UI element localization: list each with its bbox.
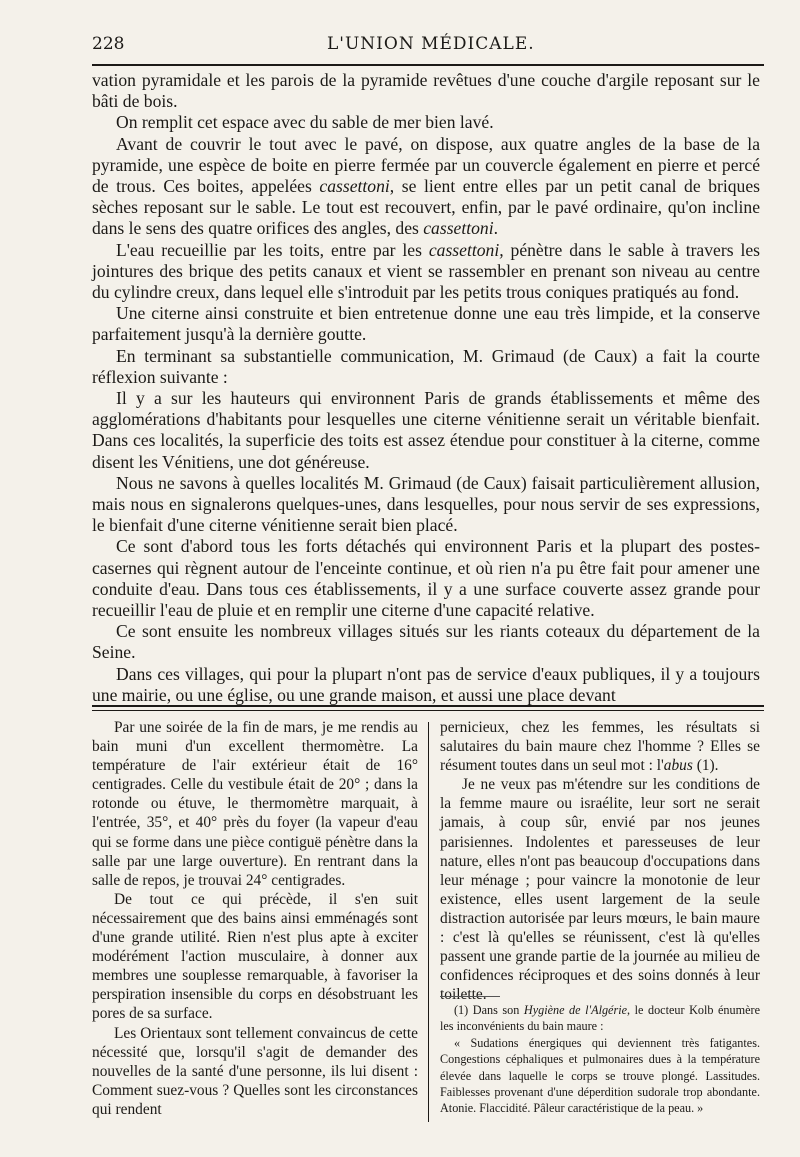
italic-term: cassettoni (423, 218, 494, 239)
paragraph: vation pyramidale et les parois de la pyramide revêtues d'une couche d'argile reposant sur le bâti de bois. (92, 70, 760, 112)
italic-term: cassettoni, (428, 239, 504, 260)
paragraph: Il y a sur les hauteurs qui environnent Paris de grands établissements et même des agglomérations d'habitants pour lesquelles une citerne vénitienne serait un véritable bienfait. Dans ces localités, la superficie des toits est assez étendue pour constituer à la citerne, comme disent les Vénitiens, une dot généreuse. (92, 388, 760, 472)
paragraph: Je ne veux pas m'étendre sur les conditions de la femme maure ou israélite, leur sort ne serait jamais, à coup sûr, envié par nos jeunes parisiennes. Indolentes et paresseuses de leur nature, elles n'ont pas beaucoup d'occupations dans leur ménage ; pour vaincre la monotonie de leur existence, elles usent largement de la seule distraction autorisée par leurs mœurs, le bain maure : c'est là qu'elles se réunissent, c'est là qu'elles passent une grande partie de la journée au milieu de confidences réciproques et des soins donnés à leur toilette. (440, 776, 760, 1004)
feuilleton-separator (92, 705, 764, 711)
footnote (440, 1002, 760, 1117)
paragraph: En terminant sa substantielle communication, M. Grimaud (de Caux) a fait la courte réflexion suivante : (92, 345, 760, 387)
footnote-text: (1) Dans son Hygiène de l'Algérie, le docteur Kolb énumère les inconvénients du bain maure : (440, 1003, 760, 1034)
main-text (92, 70, 760, 706)
paragraph: De tout ce qui précède, il s'en suit nécessairement que des bains ainsi emménagés sont d'une grande utilité. Rien n'est plus apte à exciter modérément l'action musculaire, à donner aux membres une souplesse remarquable, à favoriser la perspiration insensible du corps en désobstruant les pores de sa surface. (92, 890, 418, 1023)
paragraph: L'eau recueillie par les toits, entre par les cassettoni, pénètre dans le sable à travers les jointures des brique des petits canaux et vient se rassembler en prenant son niveau au centre du cylindre creux, dans lequel elle s'introduit par les petits trous coniques pratiqués au fond. (92, 239, 760, 303)
footnote-rule (440, 996, 500, 997)
paragraph: Une citerne ainsi construite et bien entretenue donne une eau très limpide, et la conserve parfaitement jusqu'à la dernière goutte. (92, 303, 760, 345)
running-title: L'UNION MÉDICALE. (327, 34, 535, 54)
paragraph: Par une soirée de la fin de mars, je me rendis au bain muni d'un excellent thermomètre. La température de l'air extérieur était de 16° centigrades. Celle du vestibule était de 20° ; dans la rotonde ou étuve, le thermomètre marquait, à l'entrée, 35°, et 40° près du foyer (la vapeur d'eau qui se forme dans une pièce contiguë pénètre dans la salle par une large ouverture). En rentrant dans la salle de repos, je trouvai 24° centigrades. (92, 719, 418, 889)
paragraph: Nous ne savons à quelles localités M. Grimaud (de Caux) faisait particulièrement allusion, mais nous en signalerons quelques-unes, dans lesquelles, pour nous servir de ses expressions, le bienfait d'une citerne vénitienne serait bien placé. (92, 472, 760, 536)
italic-title: Hygiène de l'Algérie (523, 1003, 627, 1017)
paragraph: Avant de couvrir le tout avec le pavé, on dispose, aux quatre angles de la base de la pyramide, une espèce de boite en pierre fermée par un couvercle également en pierre et percé de trous. Ces boites, appelées cassettoni, se lient entre elles par un petit canal de briques sèches reposant sur le sable. Le tout est recouvert, enfin, par le pavé ordinaire, qu'on incline dans le sens des quatre orifices des angles, des cassettoni. (92, 133, 760, 239)
feuilleton-right-column (440, 718, 760, 1004)
feuilleton-left-column (92, 718, 418, 1119)
paragraph: Ce sont ensuite les nombreux villages situés sur les riants coteaux du département de la Seine. (92, 621, 760, 663)
paragraph: pernicieux, chez les femmes, les résultats si salutaires du bain maure chez l'homme ? Elles se résument toutes dans un seul mot : l'abus (1). (440, 719, 760, 775)
header-rule (92, 64, 764, 66)
footnote-quote: « Sudations énergiques qui deviennent très fatigantes. Congestions céphaliques et pulmonaires dues à la température élevée dans laquelle le corps se trouve plongé. Lassitudes. Faiblesses provenant d'une déperdition sudorale trop abondante. Atonie. Flaccidité. Pâleur caractéristique de la peau. » (440, 1035, 760, 1116)
paragraph: On remplit cet espace avec du sable de mer bien lavé. (116, 112, 494, 133)
paragraph: Dans ces villages, qui pour la plupart n'ont pas de service d'eaux publiques, il y a toujours une mairie, ou une église, ou une grande maison, et aussi une place devant (92, 663, 760, 705)
column-divider (428, 722, 429, 1122)
italic-term: cassettoni (319, 176, 390, 197)
page-number: 228 (92, 34, 125, 54)
italic-term: abus (663, 757, 693, 775)
paragraph: Les Orientaux sont tellement convaincus de cette nécessité que, lorsqu'il s'agit de demander des nouvelles de la santé d'une personne, ils lui disent : Comment suez-vous ? Quelles sont les circonstances qui rendent (92, 1024, 418, 1118)
paragraph: Ce sont d'abord tous les forts détachés qui environnent Paris et la plupart des postes-casernes qui règnent autour de l'enceinte continue, et où rien n'a pu être fait pour amener une conduite d'eau. Dans tous ces établissements, il y a une surface couverte assez grande pour recueillir l'eau de pluie et en remplir une citerne d'une capacité relative. (92, 536, 760, 621)
page-header (92, 30, 764, 60)
